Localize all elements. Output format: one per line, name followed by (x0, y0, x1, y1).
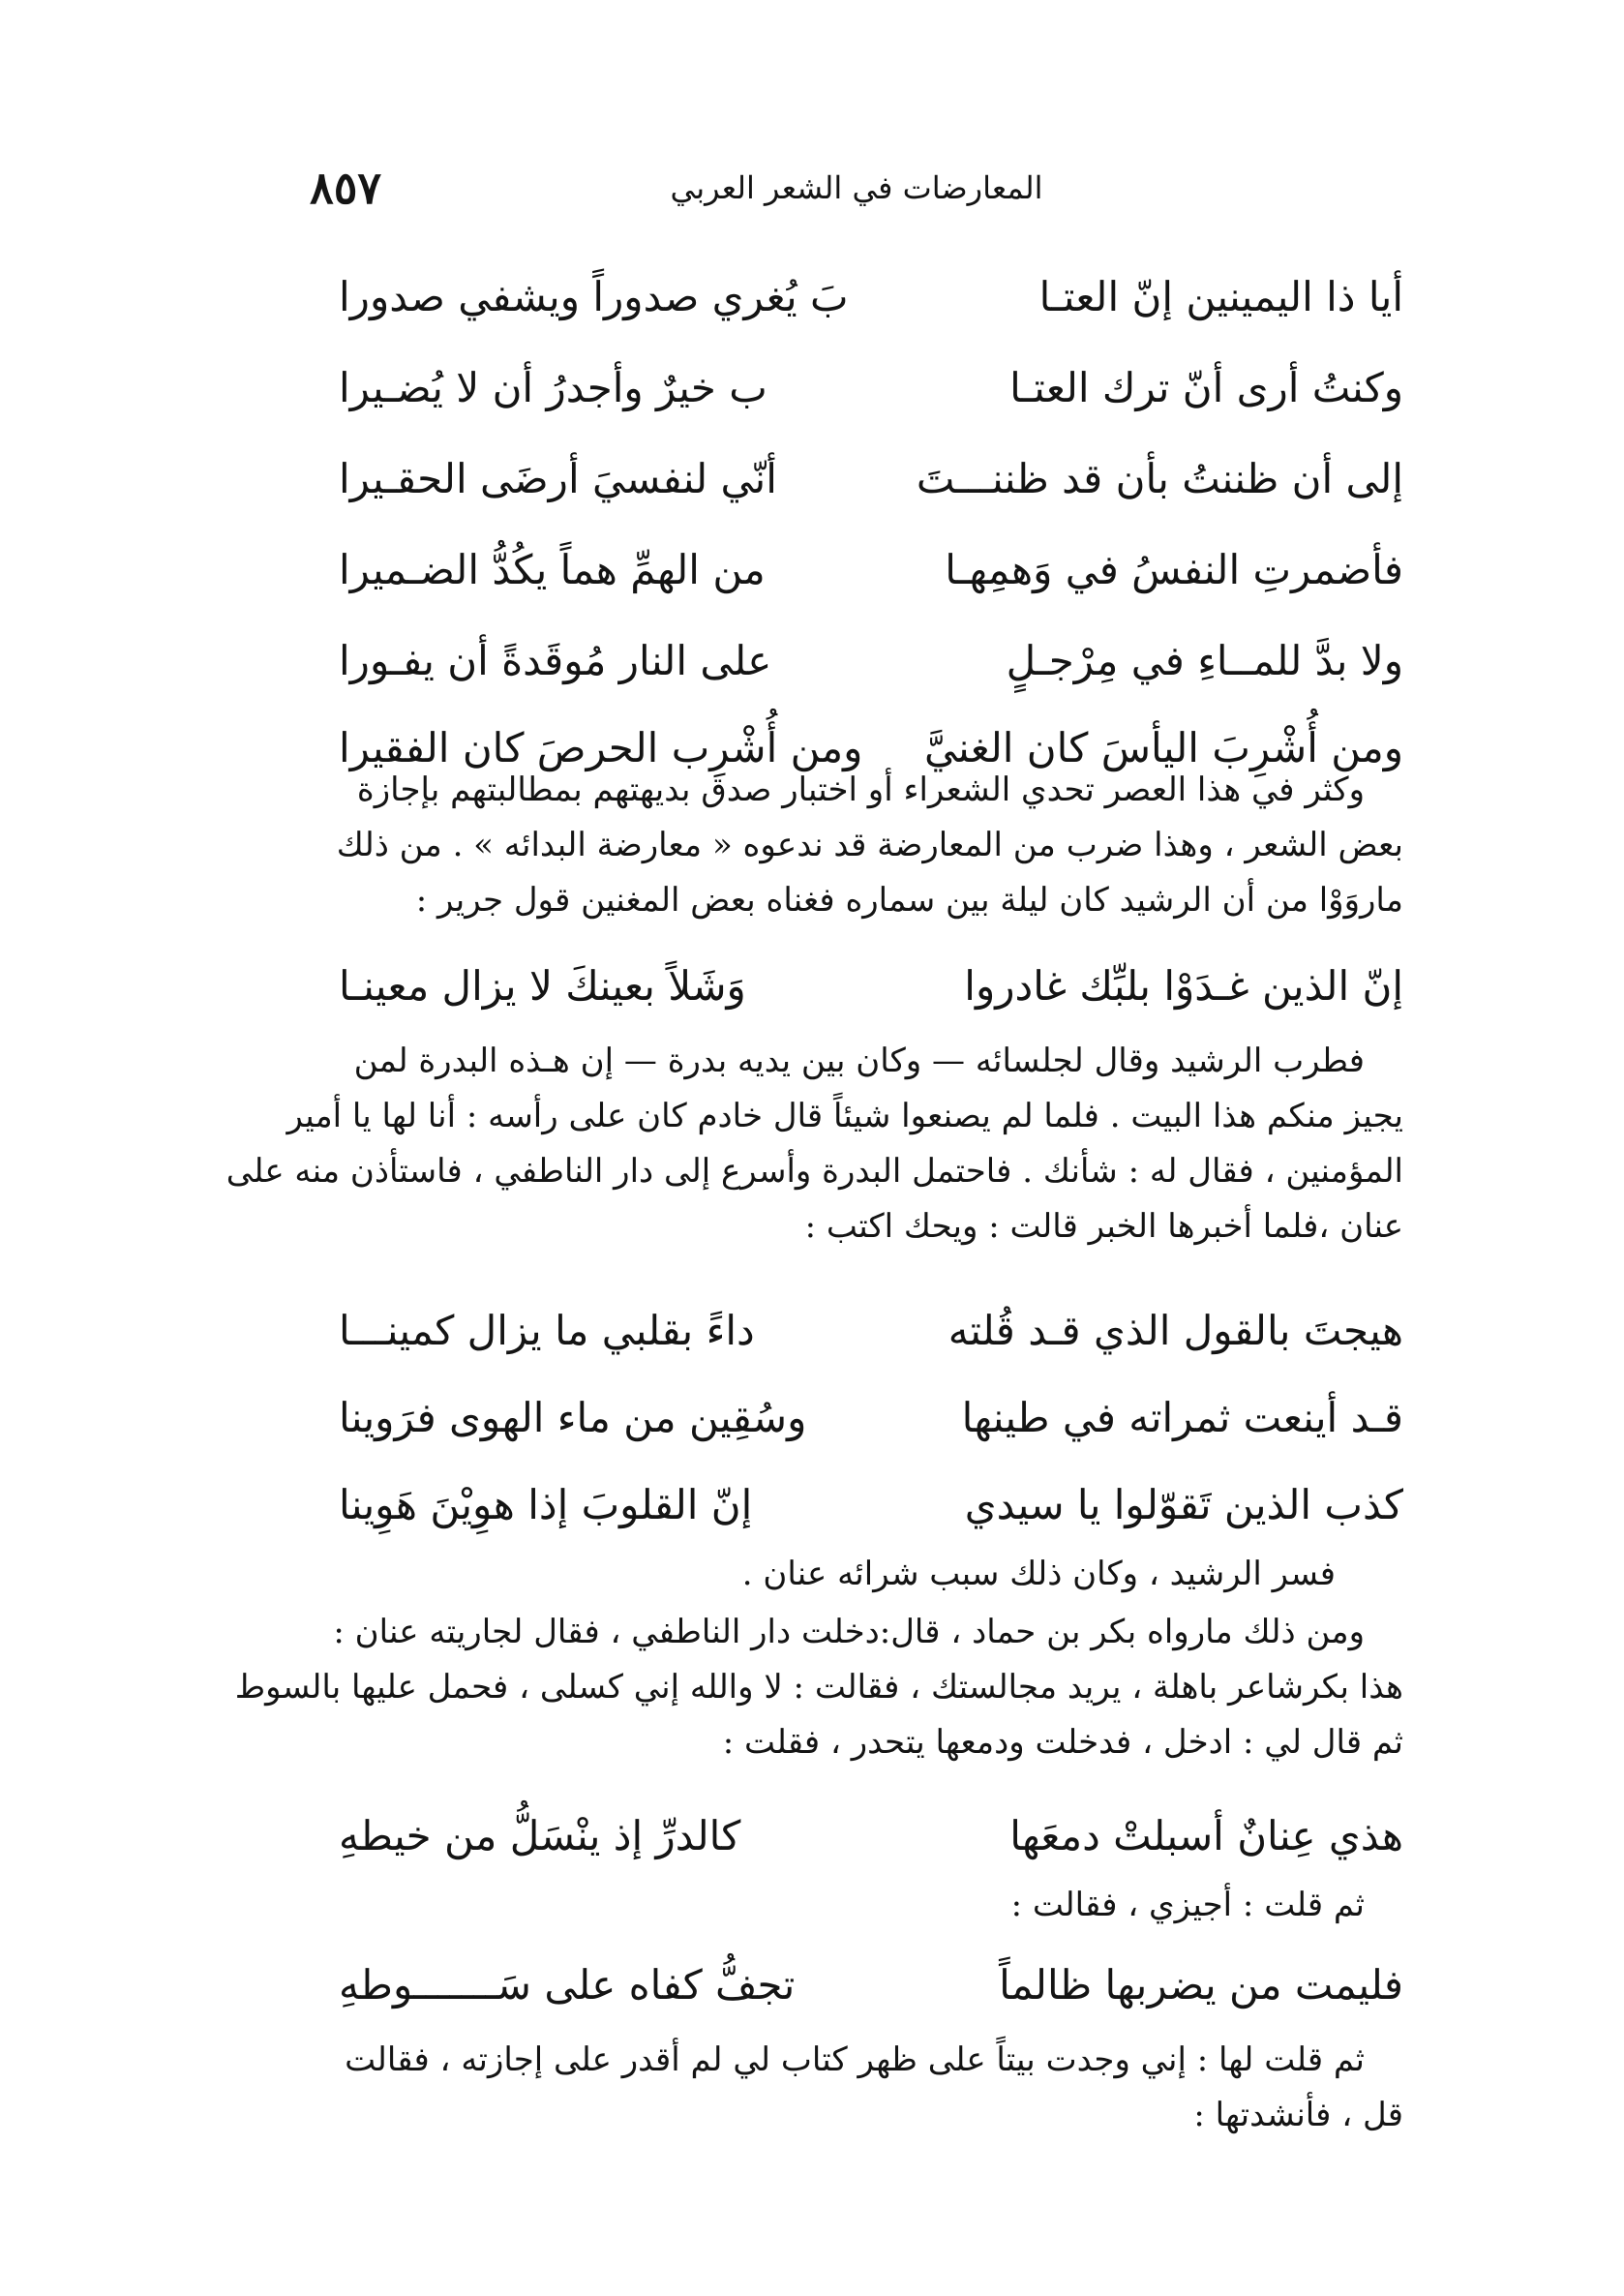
verse-first-hemistich: هذي عِنانٌ أسبلتْ دمعَها (1009, 1812, 1403, 1859)
verse-line (339, 1375, 1403, 1462)
verse-line (339, 1942, 1403, 2029)
prose-line: ثم قلت لها : إني وجدت بيتاً على ظهر كتاب لي لم أقدر على إجازته ، فقالت (345, 2040, 1365, 2079)
prose-paragraph (208, 2033, 1403, 2143)
prose-line: ثم قلت : أجيزي ، فقالت : (1010, 1886, 1365, 1924)
verse-line (339, 1462, 1403, 1549)
running-head (310, 157, 1403, 219)
prose-line: وكثر في هذا العصر تحدي الشعراء أو اختبار صدق بديهتهم بمطالبتهم بإجازة (356, 770, 1365, 809)
verse-line (339, 436, 1403, 523)
prose-line: عنان ،فلما أخبرها الخبر قالت : ويحك اكتب : (804, 1207, 1403, 1246)
verse-line (339, 618, 1403, 705)
verse-second-hemistich: أنّي لنفسيَ أرضَى الحقـيرا (339, 455, 777, 502)
verse-second-hemistich: من الهمِّ هماً يكُدُّ الضـميرا (339, 546, 766, 593)
verse-first-hemistich: ولا بدَّ للمــاءِ في مِرْجـلٍ (1006, 637, 1403, 684)
prose-line: يجيز منكم هذا البيت . فلما لم يصنعوا شيئاً قال خادم كان على رأسه : أنا لها يا أمير (286, 1097, 1403, 1135)
verse-first-hemistich: هيجتَ بالقول الذي قـد قُلته (947, 1307, 1403, 1354)
prose-paragraph (208, 1605, 1403, 1770)
verse-first-hemistich: فأضمرتِ النفسُ في وَهمِهـا (945, 546, 1403, 593)
verse-second-hemistich: وسُقِين من ماء الهوى فرَوينا (339, 1394, 807, 1441)
prose-paragraph (208, 1878, 1403, 1933)
verse-second-hemistich: داءً بقلبي ما يزال كمينـــا (339, 1307, 755, 1354)
verse-line (339, 943, 1403, 1030)
prose-line: قل ، فأنشدتها : (1193, 2096, 1403, 2134)
verse-line (339, 1287, 1403, 1375)
prose-line: ماروَوْا من أن الرشيد كان ليلة بين سماره فغناه بعض المغنين قول جرير : (415, 881, 1403, 920)
verse-first-hemistich: كذب الذين تَقوّلوا يا سيدي (964, 1481, 1403, 1528)
verse-second-hemistich: تجفُّ كفاه على سَـــــــوطهِ (339, 1961, 796, 2009)
prose-line: بعض الشعر ، وهذا ضرب من المعارضة قد ندعوه « معارضة البدائه » . من ذلك (336, 826, 1403, 864)
verse-second-hemistich: ب خيرٌ وأجدرُ أن لا يُضـيرا (339, 364, 767, 411)
verse-first-hemistich: قـد أينعت ثمراته في طينها (961, 1394, 1403, 1441)
prose-line: فسر الرشيد ، وكان ذلك سبب شرائه عنان . (741, 1555, 1336, 1593)
verse-second-hemistich: على النار مُوقَدةً أن يفـورا (339, 637, 772, 684)
verse-first-hemistich: إنّ الذين غـدَوْا بلبِّك غادروا (964, 962, 1403, 1010)
prose-line: ومن ذلك مارواه بكر بن حماد ، قال:دخلت دار الناطفي ، فقال لجاريته عنان : (333, 1613, 1365, 1651)
verse-line (339, 1793, 1403, 1880)
verse-second-hemistich: إنّ القلوبَ إذا هوِيْنَ هَوِينا (339, 1481, 753, 1528)
verse-first-hemistich: ومن أُشْرِبَ اليأسَ كان الغنيَّ (924, 724, 1403, 771)
verse-second-hemistich: وَشَلاً بعينكَ لا يزال معينـا (339, 962, 746, 1010)
verse-first-hemistich: أيا ذا اليمينين إنّ العتـا (1038, 273, 1403, 320)
verse-second-hemistich: ومن أُشْرِب الحرصَ كان الفقيرا (339, 724, 863, 771)
prose-line: فطرب الرشيد وقال لجلسائه — وكان بين يديه بدرة — إن هـذه البدرة لمن (353, 1042, 1365, 1080)
verse-line (339, 527, 1403, 614)
prose-paragraph (208, 1034, 1403, 1254)
prose-line: هذا بكرشاعر باهلة ، يريد مجالستك ، فقالت : لا والله إني كسلى ، فحمل عليها بالسوط (234, 1668, 1403, 1707)
verse-second-hemistich: بَ يُغري صدوراً ويشفي صدورا (339, 273, 849, 320)
verse-line (339, 345, 1403, 432)
prose-line: ثم قال لي : ادخل ، فدخلت ودمعها يتحدر ، فقلت : (722, 1723, 1403, 1762)
prose-paragraph (208, 763, 1403, 928)
verse-first-hemistich: وكنتُ أرى أنّ ترك العتـا (1009, 364, 1403, 411)
verse-first-hemistich: إلى أن ظننتُ بأن قد ظننـــتَ (916, 455, 1403, 502)
verse-second-hemistich: كالدرِّ إذ ينْسَلُّ من خيطهِ (339, 1812, 741, 1859)
page-number: ٨٥٧ (310, 162, 382, 214)
prose-line: المؤمنين ، فقال له : شأنك . فاحتمل البدرة وأسرع إلى دار الناطفي ، فاستأذن منه على (226, 1152, 1403, 1191)
prose-paragraph (208, 1547, 1403, 1602)
verse-first-hemistich: فليمت من يضربها ظالماً (999, 1961, 1403, 2009)
running-title: المعارضات في الشعر العربي (670, 169, 1043, 206)
verse-line (339, 254, 1403, 341)
